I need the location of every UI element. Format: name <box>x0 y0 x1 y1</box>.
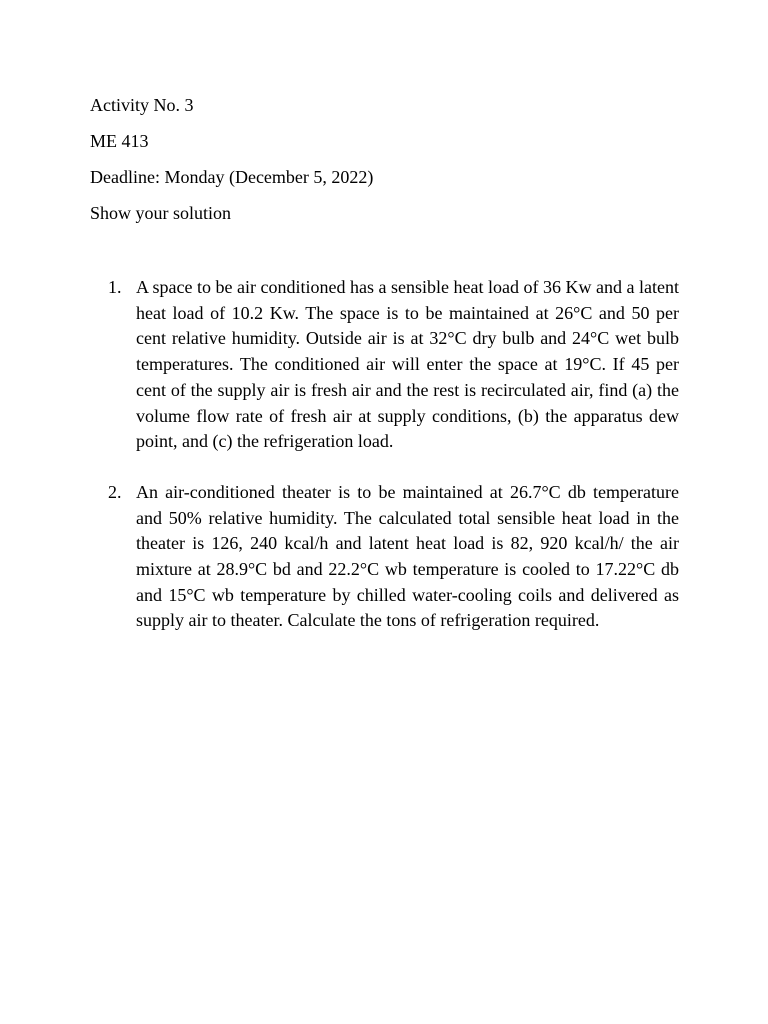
instruction-text: Show your solution <box>90 203 232 223</box>
question-item-1 <box>108 275 679 455</box>
question-item-2 <box>108 480 679 634</box>
question-text: A space to be air conditioned has a sensible heat load of 36 Kw and a latent heat load of 10.2 Kw. The space is to be maintained at 26°C and 50 per cent relative humidity. Outside air is at 32°C dry bulb and 24°C wet bulb temperatures. The conditioned air will enter the space at 19°C. If 45 per cent of the supply air is fresh air and the rest is recirculated air, find (a) the volume flow rate of fresh air at supply conditions, (b) the apparatus dew point, and (c) the refrigeration load. <box>136 277 679 452</box>
activity-title: Activity No. 3 <box>90 95 194 115</box>
question-number: 2. <box>108 481 122 502</box>
question-number: 1. <box>108 277 122 297</box>
deadline-text: Deadline: Monday (December 5, 2022) <box>90 167 374 187</box>
document-header <box>90 94 690 238</box>
question-text: An air-conditioned theater is to be maintained at 26.7°C db temperature and 50% relative humidity. The calculated total sensible heat load in the theater is 126, 240 kcal/h and latent heat load is 82, 920 kcal/h/ the air mixture at 28.9°C bd and 22.2°C wb temperature is cooled to 17.22°C db and 15°C wb temperature by chilled water-cooling coils and delivered as supply air to theater. Calculate the tons of refrigeration required. <box>136 481 679 631</box>
question-list <box>108 275 679 659</box>
course-code: ME 413 <box>90 131 149 151</box>
